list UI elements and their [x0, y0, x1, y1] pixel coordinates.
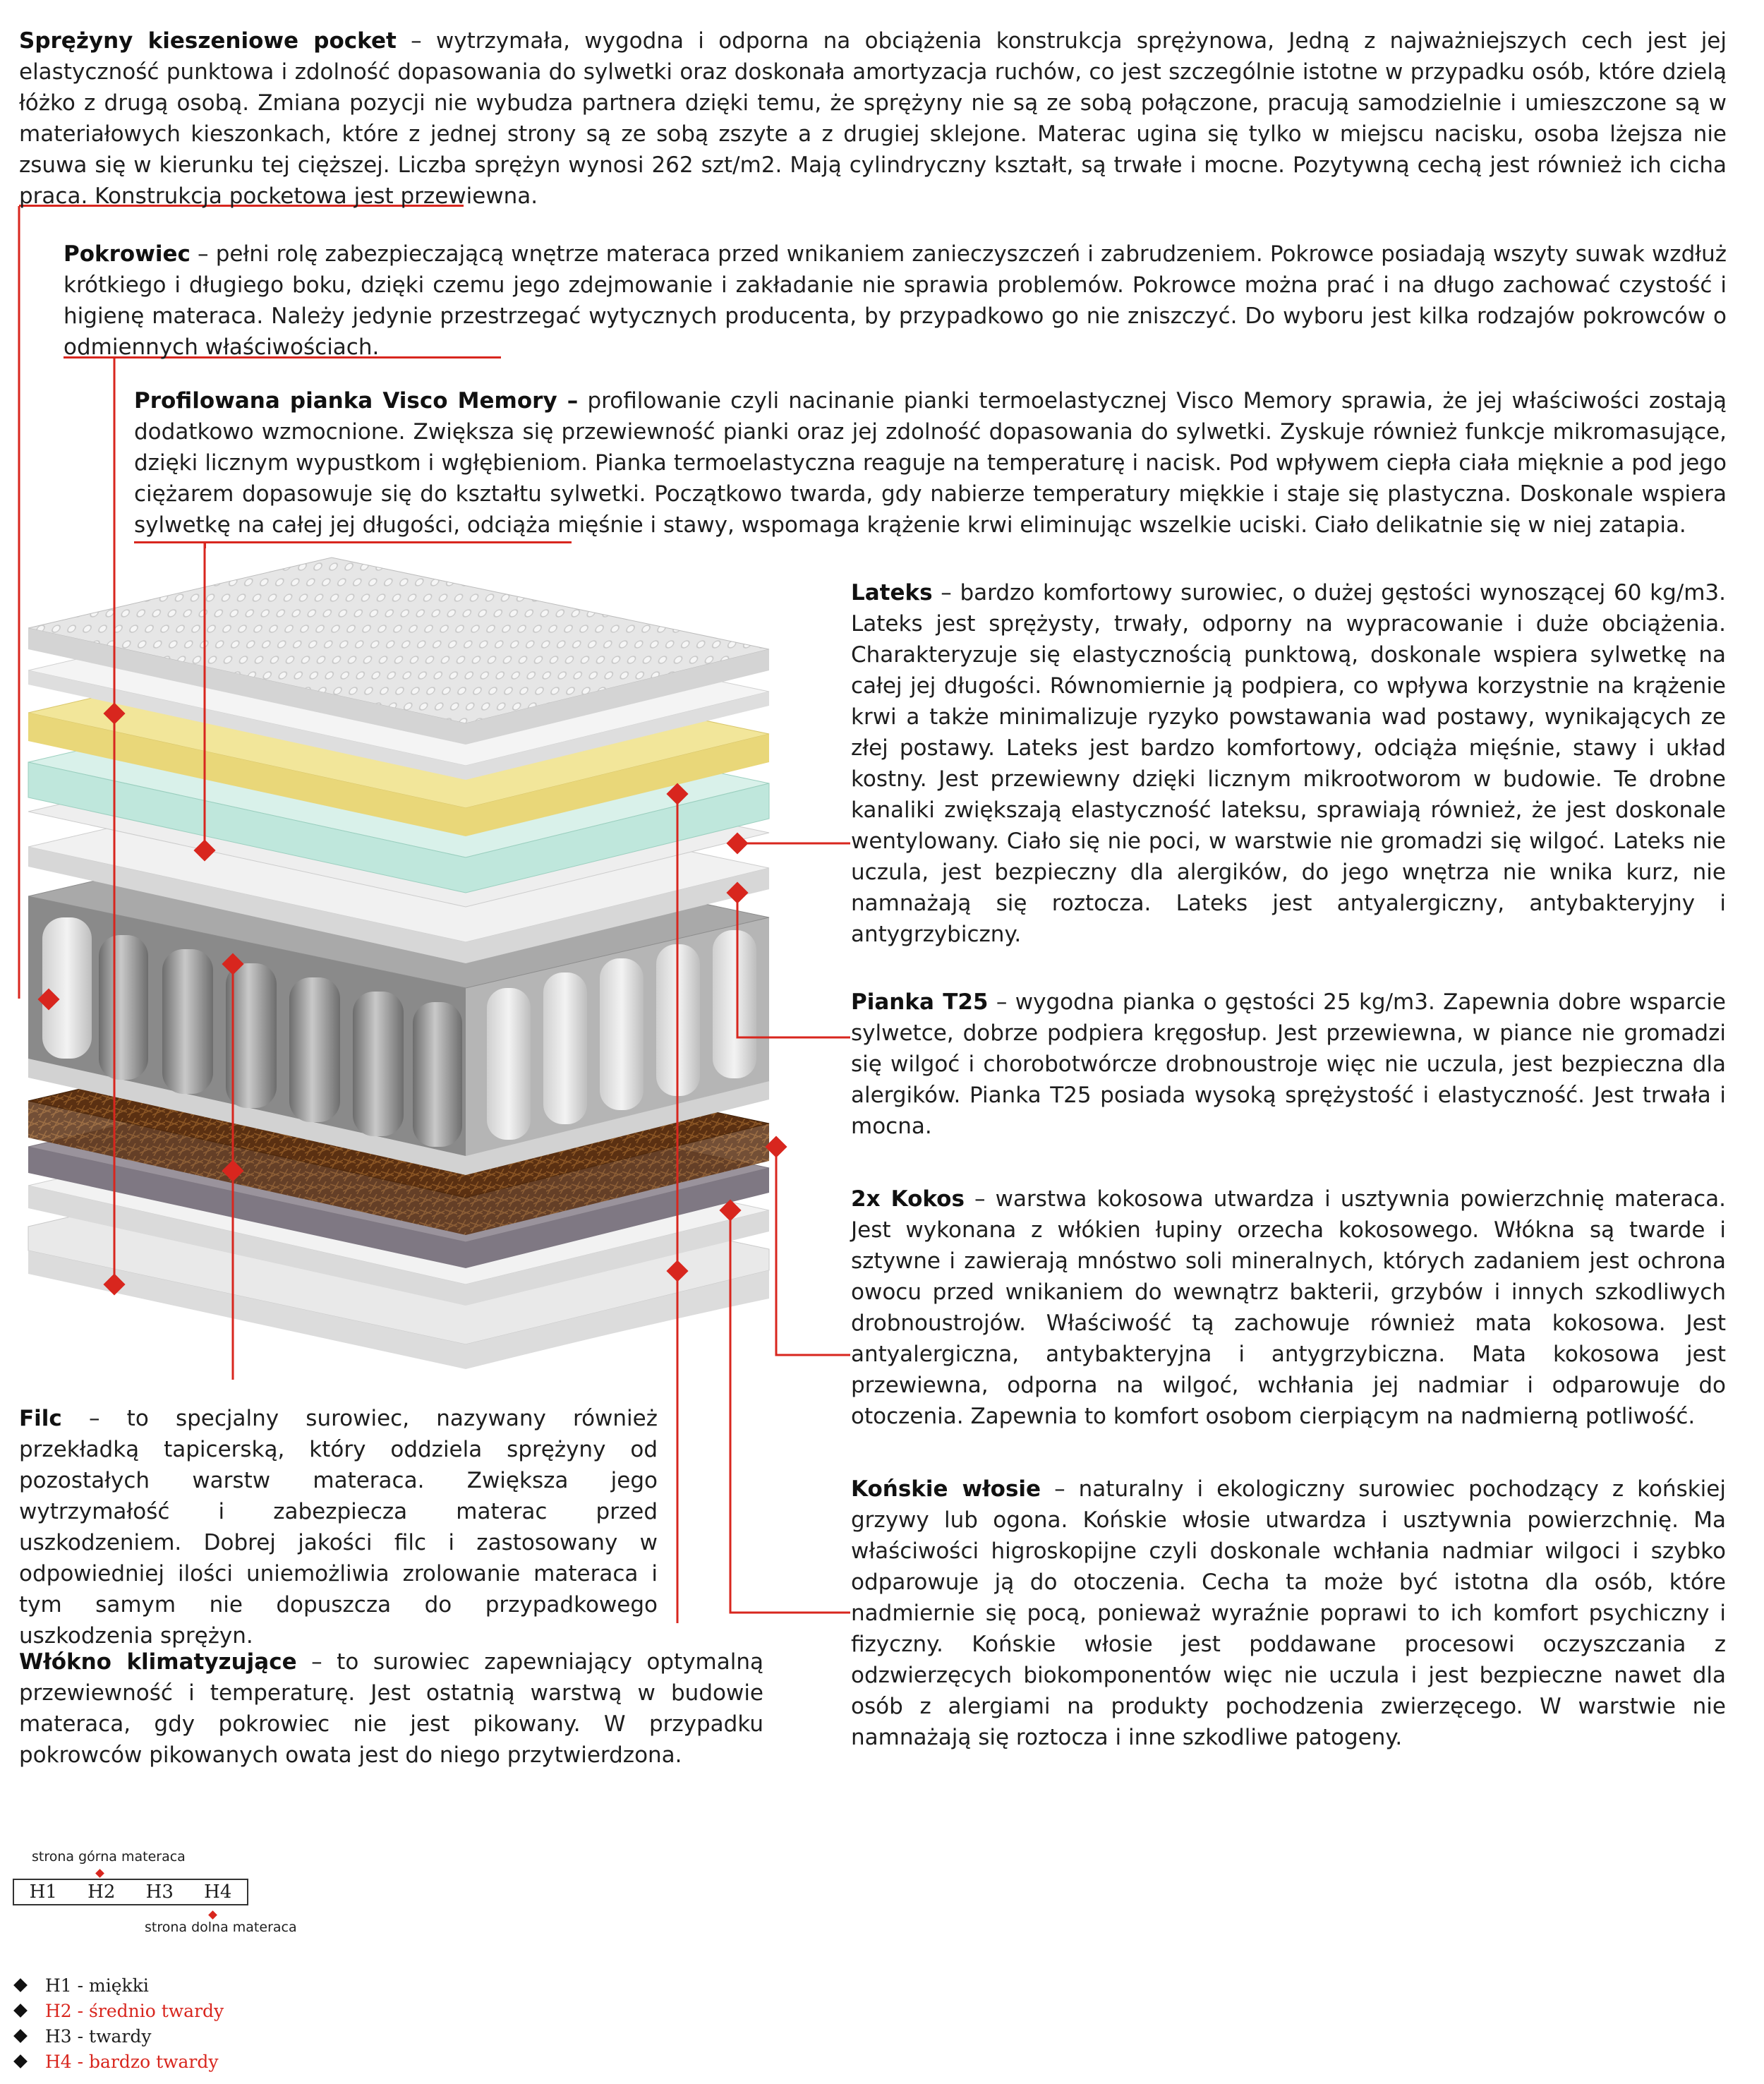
- visco-section: [134, 385, 1727, 541]
- hardness-bottom-label: strona dolna materaca: [145, 1920, 297, 1935]
- horsehair-section: [851, 1474, 1726, 1753]
- pocket-springs-title: Sprężyny kieszeniowe pocket: [19, 28, 397, 54]
- pocket-springs-text: – wytrzymała, wygodna i odporna na obciążenia konstrukcja sprężynowa, Jedną z najważniejszych cech jest jej elastyczność punktowa i zdolność dopasowania do sylwetki oraz doskonała amortyzacja ruchów, co jest szczególnie istotne w przypadku osób, które dzielą łóżko z drugą osobą. Zmiana pozycji nie wybudza partnera dzięki temu, że sprężyny nie są ze sobą połączone, pracują samodzielnie i umieszczone są w materiałowych kieszonkach, które z jednej strony są ze sobą zszyte a z drugiej sklejone. Materac ugina się tylko w miejscu nacisku, osoba lżejsza nie zsuwa się w kierunku tej cięższej. Liczba sprężyn wynosi 262 szt/m2. Mają cylindryczny kształt, są trwałe i mocne. Pozytywną cechą jest również ich cicha praca. Konstrukcja pocketowa jest przewiewna.: [19, 28, 1727, 209]
- hardness-legend: [14, 1973, 224, 2075]
- diamond-icon: [13, 2029, 28, 2043]
- latex-text: – bardzo komfortowy surowiec, o dużej gęstości wynoszącej 60 kg/m3. Lateks jest sprężysty, trwały, odporny na wypracowanie i duże obciążenia. Charakteryzuje się elastycznością punktową, doskonale wspiera sylwetkę na całej jej długości. Równomiernie ją podpiera, co wpływa korzystnie na krążenie krwi a także minimalizuje ryzyko powstawania wad postawy, wynikających ze złej postawy. Lateks jest bardzo komfortowy, odciąża mięśnie, stawy i układ kostny. Jest przewiewny dzięki licznym mikrootworom w budowie. Te drobne kanaliki zwiększają elastyczność lateksu, sprawiają również, że jest doskonale wentylowany. Ciało się nie poci, w warstwie nie gromadzi się wilgoć. Lateks nie uczula, jest bezpieczny dla alergików, do jego wnętrza nie wnika kurz, nie namnażają się roztocza. Lateks jest antyalergiczny, antybakteryjny i antygrzybiczny.: [851, 580, 1726, 947]
- felt-text: – to specjalny surowiec, nazywany również przekładką tapicerską, który oddziela sprężyny od pozostałych warstw materaca. Zwiększa jego wytrzymałość i zabezpiecza materac przed uszkodzeniem. Dobrej jakości filc i zastosowany w odpowiedniej ilości uniemożliwia zrolowanie materaca i tym samym nie dopuszcza do przypadkowego uszkodzenia sprężyn.: [19, 1406, 658, 1649]
- cover-text: – pełni rolę zabezpieczającą wnętrze materaca przed wnikaniem zanieczyszczeń i zabrudzeniem. Pokrowce posiadają wszyty suwak wzdłuż krótkiego i długiego boku, dzięki czemu jego zdejmowanie i zakładanie nie sprawia problemów. Pokrowce można prać i na długo zachować czystość i higienę materaca. Należy jedynie przestrzegać wytycznych producenta, by przypadkowo go nie zniszczyć. Do wyboru jest kilka rodzajów pokrowców o odmiennych właściwościach.: [64, 241, 1727, 360]
- diamond-icon: [13, 2004, 28, 2018]
- t25-section: [851, 987, 1726, 1142]
- visco-connector: [204, 541, 206, 548]
- latex-title: Lateks: [851, 580, 933, 606]
- legend-item-h3: H3 - twardy: [14, 2024, 224, 2049]
- coconut-title: 2x Kokos: [851, 1186, 965, 1212]
- fiber-section: [19, 1646, 763, 1771]
- legend-item-h2: H2 - średnio twardy: [14, 1999, 224, 2024]
- coconut-text: – warstwa kokosowa utwardza i usztywnia powierzchnię materaca. Jest wykonana z włókien łupiny orzecha kokosowego. Włókna są twarde i sztywne i zawierają mnóstwo soli mineralnych, których zadaniem jest ochrona owocu przed wnikaniem do wewnątrz bakterii, grzybów i innych szkodliwych drobnoustrojów. Właściwość tą zachowuje również mata kokosowa. Jest antyalergiczna, antybakteryjna i antygrzybiczna. Mata kokosowa jest przewiewna, odporna na wilgoć, wchłania jej nadmiar i odparowuje do otoczenia. Zapewnia to komfort osobom cierpiącym na nadmierną potliwość.: [851, 1186, 1726, 1429]
- diamond-icon: [13, 2054, 28, 2068]
- t25-title: Pianka T25: [851, 989, 989, 1015]
- diamond-icon: [13, 1978, 28, 1992]
- visco-title: Profilowana pianka Visco Memory –: [134, 388, 579, 414]
- cover-title: Pokrowiec: [64, 241, 191, 267]
- legend-item-h1: H1 - miękki: [14, 1973, 224, 1999]
- hardness-level-h3: H3: [145, 1881, 174, 1903]
- visco-underline: [134, 541, 572, 543]
- fiber-text: – to surowiec zapewniający optymalną przewiewność i temperaturę. Jest ostatnią warstwą w budowie materaca, gdy pokrowiec nie jest pikowany. W przypadku pokrowców pikowanych owata jest do niego przytwierdzona.: [19, 1649, 763, 1768]
- hardness-level-h2: H2: [87, 1881, 116, 1903]
- hardness-top-label: strona górna materaca: [32, 1849, 186, 1865]
- latex-section: [851, 577, 1726, 950]
- hardness-level-h4: H4: [204, 1881, 232, 1903]
- horsehair-text: – naturalny i ekologiczny surowiec pochodzący z końskiej grzywy lub ogona. Końskie włosie utwardza i usztywnia powierzchnię. Ma właściwości higroskopijne czyli doskonale wchłania nadmiar wilgoci i szybko odparowuje ją do otoczenia. Cecha ta może być istotna dla osób, które nadmiernie się pocą, ponieważ wyraźnie poprawi to ich komfort psychiczny i fizyczny. Końskie włosie jest poddawane procesowi oczyszczania z odzwierzęcych biokomponentów więc nie uczula i jest bezpieczne nawet dla osób z alergiami na produkty pochodzenia zwierzęcego. W warstwie nie namnażają się roztocza i inne szkodliwe patogeny.: [851, 1476, 1726, 1750]
- t25-text: – wygodna pianka o gęstości 25 kg/m3. Zapewnia dobre wsparcie sylwetce, dobrze podpiera kręgosłup. Jest przewiewna, w piance nie gromadzi się wilgoć i chorobotwórcze drobnoustroje więc nie uczula, jest bezpieczna dla alergików. Pianka T25 posiada wysoką sprężystość i elastyczność. Jest trwała i mocna.: [851, 989, 1726, 1139]
- felt-section: [19, 1403, 658, 1651]
- legend-item-h4: H4 - bardzo twardy: [14, 2049, 224, 2075]
- visco-text: profilowanie czyli nacinanie pianki termoelastycznej Visco Memory sprawia, że jej właściwości zostają dodatkowo wzmocnione. Zwiększa się przewiewność pianki oraz jej zdolność dopasowania do sylwetki. Zyskuje również funkcje mikromasujące, dzięki licznym wypustkom i wgłębieniom. Pianka termoelastyczna reaguje na temperaturę i nacisk. Pod wpływem ciepła ciała mięknie a pod jego ciężarem dopasowuje się do kształtu sylwetki. Początkowo twarda, gdy nabierze temperatury miękkie i staje się plastyczna. Doskonale wspiera sylwetkę na całej jej długości, odciąża mięśnie i stawy, wspomaga krążenie krwi eliminując wszelkie uciski. Ciało delikatnie się w niej zatapia.: [134, 388, 1727, 538]
- pocket-springs-section: [19, 25, 1727, 212]
- fiber-title: Włókno klimatyzujące: [19, 1649, 297, 1675]
- felt-title: Filc: [19, 1406, 62, 1431]
- horsehair-title: Końskie włosie: [851, 1476, 1041, 1502]
- hardness-level-h1: H1: [29, 1881, 57, 1903]
- cover-section: [64, 239, 1727, 363]
- coconut-section: [851, 1183, 1726, 1432]
- hardness-scale: [13, 1879, 248, 1905]
